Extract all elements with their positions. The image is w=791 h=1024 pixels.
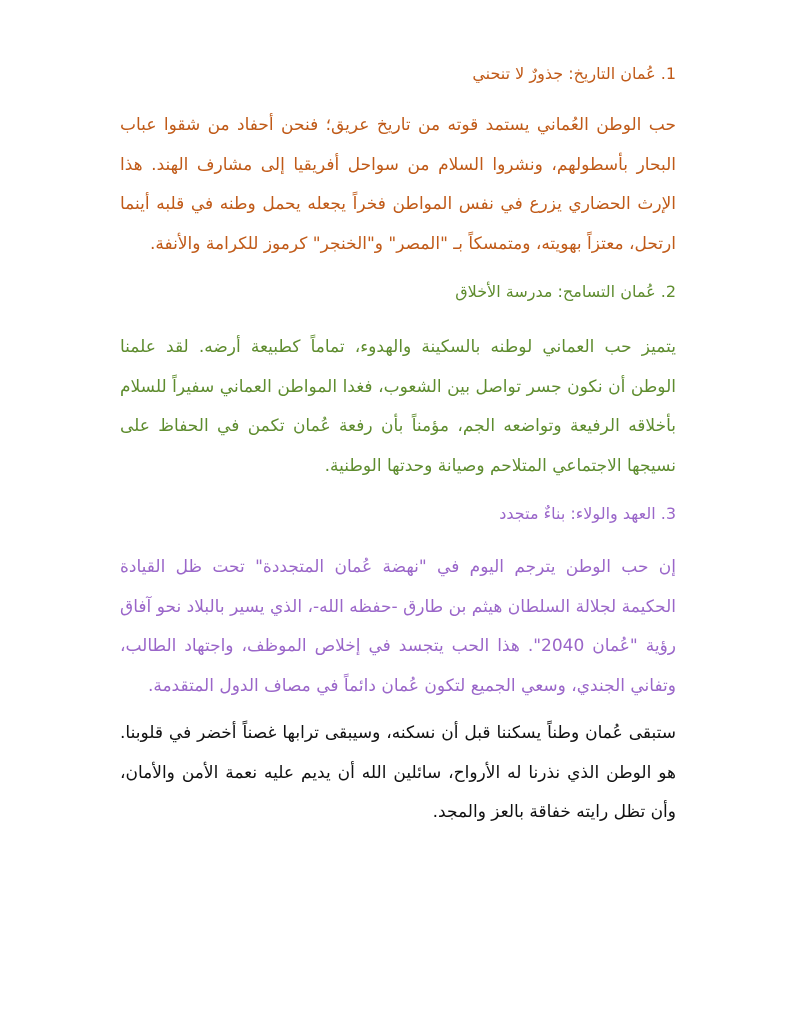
section-loyalty	[120, 492, 676, 706]
closing-section	[120, 714, 676, 833]
section-heading-loyalty: 3. العهد والولاء: بناءٌ متجدد	[499, 504, 676, 523]
closing-paragraph: ستبقى عُمان وطناً يسكننا قبل أن نسكنه، وسيبقى ترابها غصناً أخضر في قلوبنا. هو الوطن الذي نذرنا له الأرواح، سائلين الله أن يديم عليه نعمة الأمن والأمان، وأن تظل رايته خفاقة بالعز والمجد.	[120, 723, 676, 822]
section-body-history: حب الوطن العُماني يستمد قوته من تاريخ عريق؛ فنحن أحفاد من شقوا عباب البحار بأسطولهم، ونشروا السلام من سواحل أفريقيا إلى مشارف الهند. هذا الإرث الحضاري يزرع في نفس المواطن فخراً يجعله يحمل وطنه في قلبه أينما ارتحل، معتزاً بهويته، ومتمسكاً بـ "المصر" و"الخنجر" كرموز للكرامة والأنفة.	[120, 115, 676, 254]
section-tolerance	[120, 270, 676, 486]
section-body-tolerance: يتميز حب العماني لوطنه بالسكينة والهدوء، تماماً كطبيعة أرضه. لقد علمنا الوطن أن نكون جسر تواصل بين الشعوب، فغدا المواطن العماني سفيراً للسلام بأخلاقه الرفيعة وتواضعه الجم، مؤمناً بأن رفعة عُمان تكمن في الحفاظ على نسيجها الاجتماعي المتلاحم وصيانة وحدتها الوطنية.	[120, 337, 676, 476]
document-page	[120, 52, 676, 833]
section-heading-history: 1. عُمان التاريخ: جذورٌ لا تنحني	[472, 64, 676, 83]
section-heading-tolerance: 2. عُمان التسامح: مدرسة الأخلاق	[455, 282, 676, 301]
section-history	[120, 52, 676, 264]
section-body-loyalty: إن حب الوطن يترجم اليوم في "نهضة عُمان المتجددة" تحت ظل القيادة الحكيمة لجلالة السلطان هيثم بن طارق -حفظه الله-، الذي يسير بالبلاد نحو آفاق رؤية "عُمان 2040". هذا الحب يتجسد في إخلاص الموظف، واجتهاد الطالب، وتفاني الجندي، وسعي الجميع لتكون عُمان دائماً في مصاف الدول المتقدمة.	[120, 557, 676, 696]
